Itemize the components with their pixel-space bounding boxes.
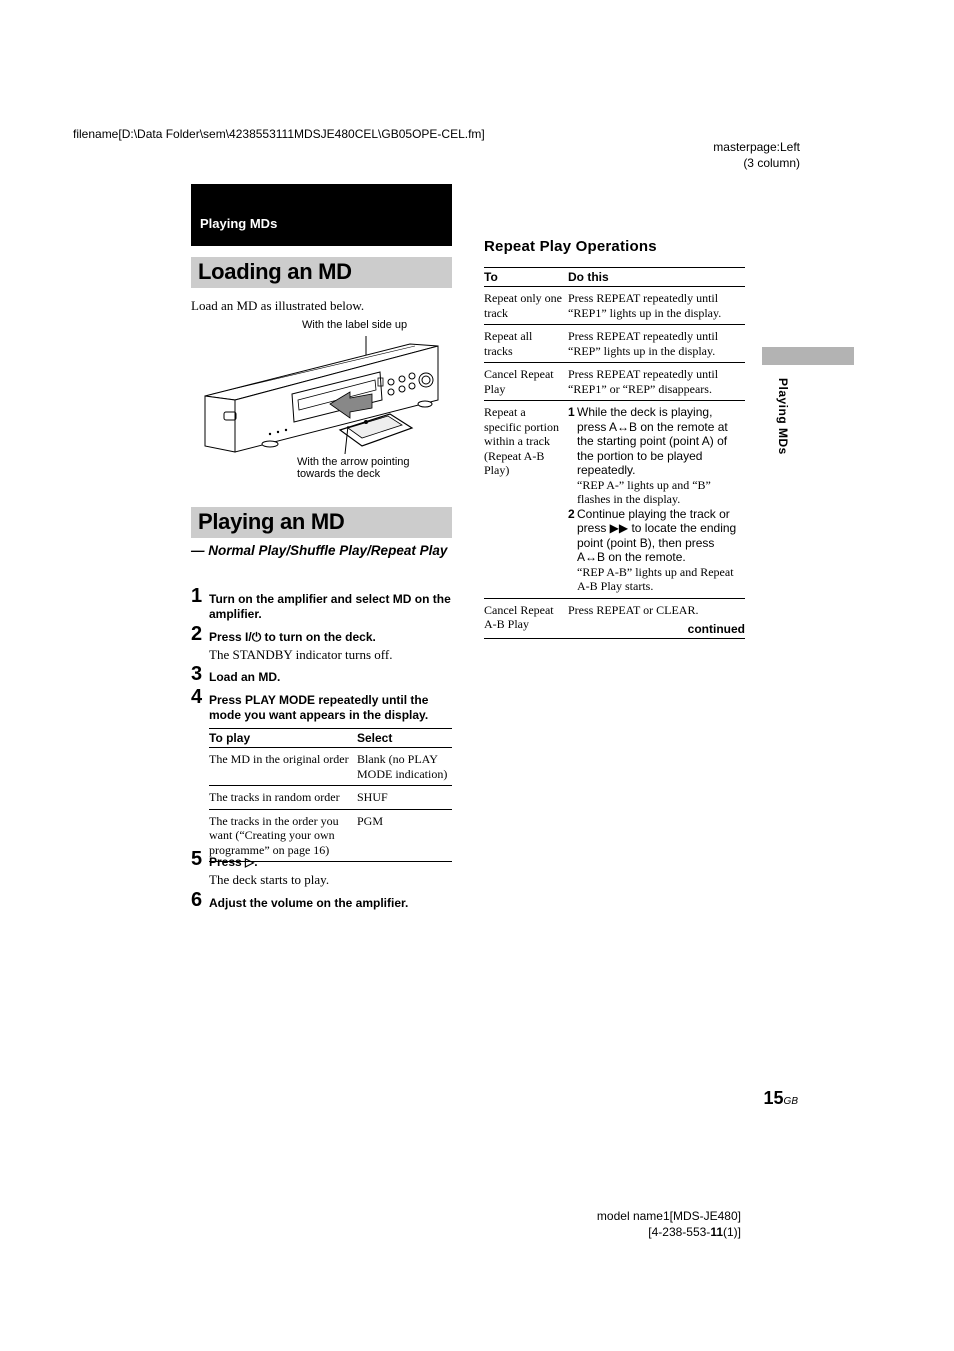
ab-step-2-note: “REP A-B” lights up and Repeat A-B Play starts. (577, 564, 734, 593)
side-tab-bar (762, 347, 854, 365)
step-1-number: 1 (191, 585, 203, 607)
footer-code-suffix: (1)] (723, 1225, 741, 1239)
step-5-note: The deck starts to play. (209, 872, 330, 887)
table-cell: Blank (no PLAY MODE indication) (357, 748, 452, 786)
callout-arrow-line-1: With the arrow pointing (297, 456, 410, 468)
filename-meta: filename[D:\Data Folder\sem\4238553111MDSJE480CEL\GB05OPE-CEL.fm] (73, 127, 485, 141)
ab-step-1 (568, 405, 745, 507)
page-number-value: 15 (763, 1088, 784, 1108)
table-cell: PGM (357, 809, 452, 862)
callout-arrow-pointing (297, 456, 410, 480)
repeat-table (484, 267, 745, 639)
step-6-number: 6 (191, 889, 203, 911)
masterpage-line-1: masterpage:Left (713, 140, 800, 154)
chapter-band-title: Playing MDs (200, 216, 278, 231)
footer-model: model name1[MDS-JE480] (596, 1209, 741, 1223)
loading-section-bar (191, 257, 452, 288)
repeat-title: Repeat Play Operations (484, 238, 657, 255)
table-row (484, 325, 745, 363)
playing-subtitle: — Normal Play/Shuffle Play/Repeat Play (191, 543, 448, 558)
step-5-text: Press ▷. (209, 855, 258, 869)
playing-section-bar (191, 507, 452, 538)
table-cell: Press REPEAT repeatedly until “REP1” or “REP” disappears. (568, 363, 745, 401)
step-5-number: 5 (191, 848, 203, 870)
table-cell: Repeat only one track (484, 287, 568, 325)
header-to-play: To play (209, 729, 357, 748)
ab-step-2 (568, 507, 745, 594)
step-4-number: 4 (191, 686, 203, 708)
table-cell: The tracks in random order (209, 786, 357, 810)
repeat-table-header (484, 268, 745, 287)
table-cell: The tracks in the order you want (“Creating your own programme” on page 16) (209, 809, 357, 862)
table-cell: Cancel Repeat Play (484, 363, 568, 401)
step-2-number: 2 (191, 623, 203, 645)
chapter-band (191, 184, 452, 246)
playing-title: Playing an MD (198, 509, 345, 534)
md-deck-illustration (200, 334, 445, 454)
header-to: To (484, 268, 568, 287)
table-cell: Repeat all tracks (484, 325, 568, 363)
table-row (484, 401, 745, 599)
table-row (209, 748, 452, 786)
play-mode-table-header (209, 729, 452, 748)
table-cell: Press REPEAT repeatedly until “REP” lights up in the display. (568, 325, 745, 363)
page-number-suffix: GB (783, 1096, 798, 1107)
footer-code-bold: 11 (710, 1225, 723, 1239)
continued-marker (600, 620, 745, 638)
step-2-note: The STANDBY indicator turns off. (209, 647, 393, 662)
callout-label-side-up: With the label side up (302, 319, 408, 331)
masterpage-line-2: (3 column) (743, 156, 800, 170)
table-cell-ab-steps (568, 401, 745, 599)
step-3-number: 3 (191, 663, 203, 685)
table-row (209, 786, 452, 810)
footer-code (540, 1224, 741, 1240)
callout-arrow-line-2: towards the deck (297, 468, 381, 480)
footer-meta (540, 1208, 741, 1240)
table-row (209, 809, 452, 862)
loading-title: Loading an MD (198, 259, 352, 284)
header-select: Select (357, 729, 452, 748)
ab-step-2-text: Continue playing the track or press ▶▶ to locate the ending point (point B), then press A↔B on the remote. (577, 506, 737, 564)
table-cell: Press REPEAT repeatedly until “REP1” lights up in the display. (568, 287, 745, 325)
step-2-text: Press I/⏻ to turn on the deck. (209, 630, 376, 644)
ab-step-1-note: “REP A-” lights up and “B” flashes in the display. (577, 477, 711, 506)
masterpage-meta (640, 139, 800, 171)
step-3-text: Load an MD. (209, 670, 281, 684)
table-cell: SHUF (357, 786, 452, 810)
table-row (484, 287, 745, 325)
table-cell: Press REPEAT or CLEAR. (568, 598, 745, 638)
loading-intro: Load an MD as illustrated below. (191, 298, 365, 313)
table-cell: Repeat a specific portion within a track (Repeat A-B Play) (484, 401, 568, 599)
page-number (700, 1088, 798, 1109)
step-4-text: Press PLAY MODE repeatedly until the mode you want appears in the display. (209, 693, 429, 722)
ab-step-2-number: 2 (568, 506, 575, 521)
table-row (484, 363, 745, 401)
ab-step-1-number: 1 (568, 405, 575, 419)
table-cell: The MD in the original order (209, 748, 357, 786)
side-tab-label: Playing MDs (776, 378, 790, 455)
play-mode-table (209, 728, 452, 862)
table-cell: Cancel Repeat A-B Play (484, 598, 568, 638)
step-1-text: Turn on the amplifier and select MD on the amplifier. (209, 592, 451, 621)
ab-step-1-text: While the deck is playing, press A↔B on the remote at the starting point (point A) of the portion to be played repeatedly. (577, 405, 728, 477)
step-6-text: Adjust the volume on the amplifier. (209, 896, 409, 910)
header-do-this: Do this (568, 268, 745, 287)
continued-label: continued (688, 622, 745, 639)
footer-code-prefix: [4-238-553- (648, 1225, 711, 1239)
